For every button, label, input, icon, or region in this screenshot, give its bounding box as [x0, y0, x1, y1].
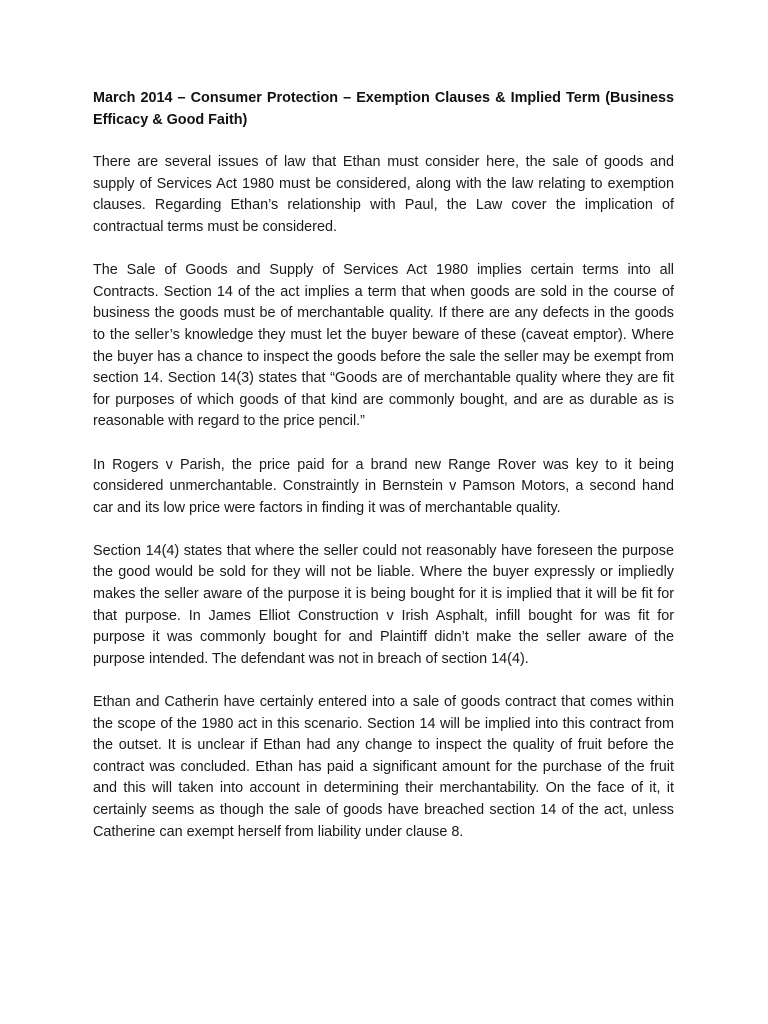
- paragraph-rogers-v-parish: In Rogers v Parish, the price paid for a brand new Range Rover was key to it being considered unmerchantable. Constraintly in Bernstein v Pamson Motors, a second hand car and its low price were factors in finding it was of merchantable quality.: [93, 456, 674, 516]
- paragraph-section-14-4: Section 14(4) states that where the seller could not reasonably have foreseen the purpose the good would be sold for they will not be liable. Where the buyer expressly or impliedly makes the seller aware of the purpose it is being bought for it is implied that it will be fit for that purpose. In James Elliot Construction v Irish Asphalt, infill bought for was fit for purpose it was commonly bought for and Plaintiff didn’t make the seller aware of the purpose intended. The defendant was not in breach of section 14(4).: [93, 542, 674, 667]
- paragraph-application: Ethan and Catherin have certainly entered into a sale of goods contract that comes within the scope of the 1980 act in this scenario. Section 14 will be implied into this contract from the outset. It is unclear if Ethan had any change to inspect the quality of fruit before the contract was concluded. Ethan has paid a significant amount for the purchase of the fruit and this will taken into account in determining their merchantability. On the face of it, it certainly seems as though the sale of goods have breached section 14 of the act, unless Catherine can exempt herself from liability under clause 8.: [93, 694, 674, 840]
- document-title: March 2014 – Consumer Protection – Exemption Clauses & Implied Term (Business Efficacy & Good Faith): [93, 90, 674, 128]
- paragraph-intro: There are several issues of law that Ethan must consider here, the sale of goods and supply of Services Act 1980 must be considered, along with the law relating to exemption clauses. Regarding Ethan’s relationship with Paul, the Law cover the implication of contractual terms must be considered.: [93, 154, 674, 235]
- paragraph-sale-of-goods-act: The Sale of Goods and Supply of Services Act 1980 implies certain terms into all Contracts. Section 14 of the act implies a term that when goods are sold in the course of business the goods must be of merchantable quality. If there are any defects in the goods to the seller’s knowledge they must let the buyer beware of these (caveat emptor). Where the buyer has a chance to inspect the goods before the sale the seller may be exempt from section 14. Section 14(3) states that “Goods are of merchantable quality where they are fit for purposes of which goods of that kind are commonly bought, and are as durable as is reasonable with regard to the price pencil.”: [93, 262, 674, 430]
